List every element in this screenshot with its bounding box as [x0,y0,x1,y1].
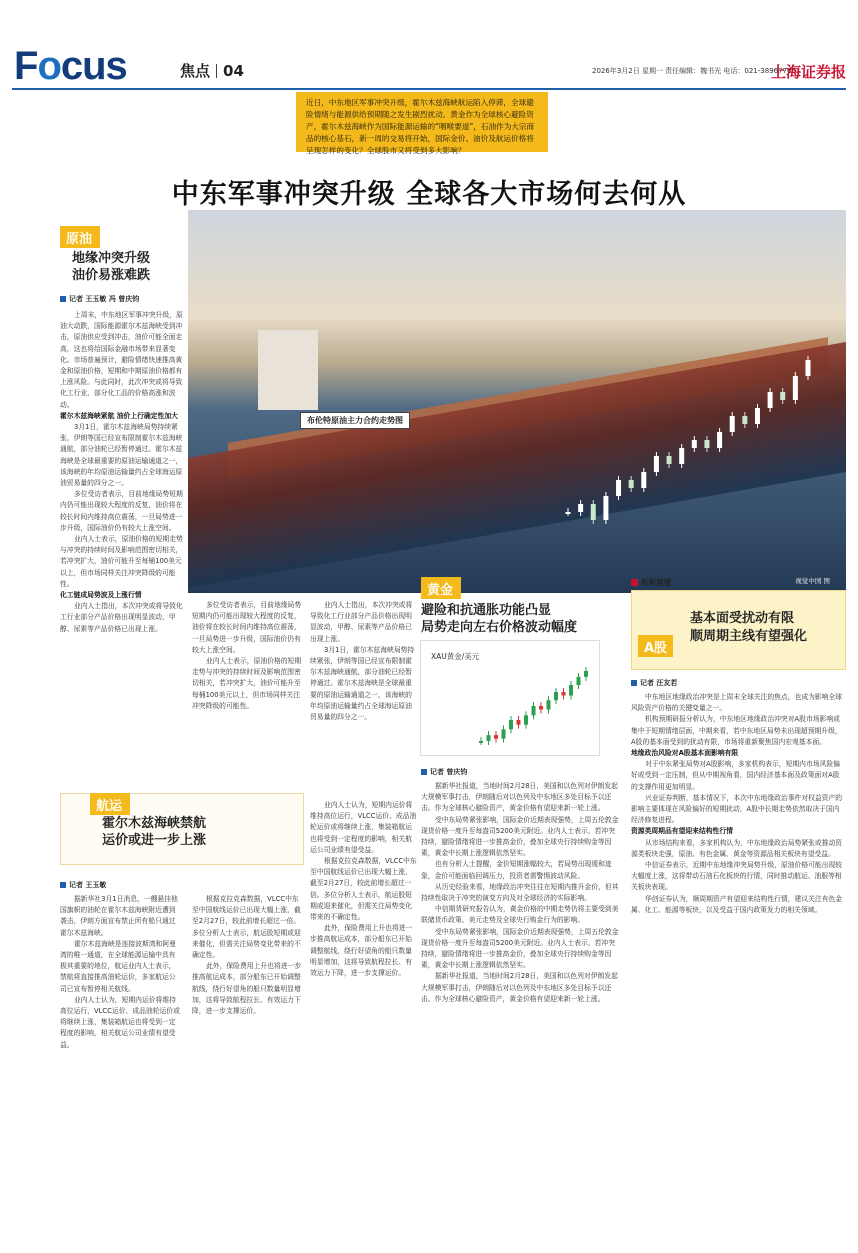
issue-line: 2026年3月2日 星期一 责任编辑：魏书光 电话：021-38967765 [592,67,796,75]
oil-body [60,310,186,780]
summary-box: 近日，中东地区军事冲突升级，霍尔木兹海峡航运陷入停滞，全球避险情绪与能源供给预期随之发生剧烈扰动。黄金作为全球核心避险资产，霍尔木兹海峡作为国际能源运输的“咽喉要道”，石油作为大宗商品的核心基石，新一周的交易将开始，国际金价、油价及航运价格将呈现怎样的变化？全球股市又将受到多大影响？ [296,92,548,152]
shipping-subhead: 霍尔木兹海峡禁航 运价或进一步上涨 [102,816,207,848]
focus-logo: Focus [14,44,127,88]
ashare-byline: 记者 汪友若 [631,678,677,688]
brent-candle [806,360,811,376]
gold-tag: 黄金 [421,577,461,599]
shipping-body-2 [192,894,304,1239]
hero-photo [188,210,846,593]
shipping-tag: 航运 [90,793,130,815]
gold-candle [539,706,543,710]
oil-body-cont [192,600,304,790]
brent-chart [188,210,846,593]
shipping-p3: 业内人士认为，短期内运价将维持高位运行，VLCC运价、成品油轮运价或将继续上涨，集装箱航运也将受到一定程度的影响，相关航运公司业绩有望受益。 [60,995,180,1049]
shipping-p3b: 业内人士认为，短期内运价将维持高位运行，VLCC运价、成品油轮运价或将继续上涨，集装箱航运也将受到一定程度的影响，相关航运公司业绩有望受益。 [310,801,417,854]
gold-candle [577,677,581,685]
gold-candle [487,735,491,741]
gold-candle [547,700,551,709]
oil-tag: 原油 [60,226,100,248]
gold-candle [569,685,573,696]
gold-candle [532,706,536,715]
gold-p4: 从历史经验来看，地缘政治冲突往往在短期内推升金价，但其持续性取决于冲突的演变方向及对全球经济的实际影响。 [421,882,619,903]
shipping-p1: 据新华社3月1日消息，一艘悬挂他国旗帜的油轮在霍尔木兹海峡附近遭到袭击，伊朗方面宣布禁止所有船只通过霍尔木兹海峡。 [60,895,178,937]
gold-candle [517,720,521,725]
gold-p3: 也有分析人士提醒，金价短期涨幅较大，若局势出现缓和迹象，金价可能面临回调压力，投资者需警惕波动风险。 [421,860,612,880]
brent-candle [704,440,709,448]
ashare-p6: 中信证券表示，近期中东地缘冲突局势升级，原油价格可能出现较大幅度上涨，这将带动石油石化板块的行情，同时推动航运、油服等相关板块表现。 [631,861,843,892]
brent-candle [730,416,735,432]
gold-candle [502,729,506,738]
shipping-p2: 霍尔木兹海峡是连接波斯湾和阿曼湾的唯一通道，在全球能源运输中具有极其重要的地位，航运业内人士表示，禁航将直接推高油轮运价，多家航运公司已宣布暂停相关航线。 [60,939,176,993]
gold-candle [509,720,513,729]
shipping-p5b: 此外，保险费用上升也将进一步推高航运成本，部分船东已开始调整航线，绕行好望角的船只数量明显增加，这将导致航程拉长、有效运力下降，进一步支撑运价。 [310,924,413,978]
ashare-subhead: 基本面受扰动有限 顺周期主线有望强化 [690,611,808,644]
gold-p1b: 据新华社报道，当地时间2月28日，美国和以色列对伊朗发起大规模军事打击，伊朗随后对以色列及中东地区多处目标予以还击。作为全球核心避险资产，黄金价格有望迎来新一轮上涨。 [421,972,618,1003]
gold-candle [584,671,588,677]
oil-p5: 业内人士指出，本次冲突或将导致化工行业部分产品价格出现明显波动，甲醇、尿素等产品价格已出现上涨。 [60,602,183,633]
gold-candle [479,741,483,743]
oil-body-cont2 [310,600,418,790]
brent-candle [603,496,608,520]
oil-p1: 上周末，中东地区军事冲突升级，原油大动跌，国际能源霍尔木兹海峡受到冲击，原油供应受到冲击，油价可能全面走高，这也将给国际金融市场带来显著变化。市场普遍预计，避险情绪快速推高黄金和原油价格，短期和中期原油价格都有上涨风险。与此同时，此次冲突或将导致化工行业、部分化工品的价格高涨和波动。 [60,311,183,409]
ashare-p7: 华创证券认为，顺周期资产有望迎来结构性行情，建议关注有色金属、化工、能源等板块，以及受益于国内政策发力的相关领域。 [631,894,843,914]
shipping-body [60,894,182,1239]
page-number: 04 [223,62,244,80]
ashare-p5: 从市场结构来看，多家机构认为，中东地缘政治局势紧张或推动资源类板块走强，原油、有色金属、黄金等资源品相关板块有望受益。 [631,838,843,858]
ashare-tag: A股 [638,635,673,657]
oil-p4-cont: 业内人士表示，原油价格的短期走势与冲突的持续时间及影响范围密切相关，若冲突扩大，油价可能升至每桶100美元以上，但市场同样关注冲突降级的可能性。 [192,657,302,710]
brent-candle [780,392,785,400]
brent-candle [616,480,621,496]
brent-candle [679,448,684,464]
oil-byline: 记者 王玉敏 冯 曾庆钧 [60,294,139,304]
gold-subhead: 避险和抗通胀功能凸显 局势走向左右价格波动幅度 [421,603,578,635]
gold-p2b: 受中东局势紧张影响，国际金价近期表现强势，上周五伦敦金现货价格一度升至每盎司5200美元附近。业内人士表示，若冲突持续，避险情绪将进一步推高金价，叠加全球央行持续购金等因素，黄金中长期上涨逻辑依然坚实。 [421,927,619,970]
shipping-p4: 根据克拉克森数据，VLCC中东至中国航线运价已出现大幅上涨，截至2月27日，较此前增长超过一倍。多位分析人士表示，航运股短期或迎来催化，但需关注局势变化带来的不确定性。 [192,895,301,960]
brent-candle [578,504,583,512]
brent-candle [755,408,760,424]
gold-p2: 受中东局势紧张影响，国际金价近期表现强势，上周五伦敦金现货价格一度升至每盎司5200美元附近。业内人士表示，若冲突持续，避险情绪将进一步推高金价，叠加全球央行持续购金等因素，黄金中长期上涨逻辑依然坚实。 [421,815,619,858]
shipping-byline: 记者 王玉敏 [60,880,106,890]
photo-credit: 视觉中国 图 [795,577,830,585]
gold-chart-label: XAU黄金/美元 [431,652,480,661]
brent-candle [768,392,773,408]
masthead-rule [12,88,846,90]
oil-h1: 霍尔木兹海峡紧航 油价上行确定性加大 [60,411,178,420]
brent-candle [667,456,672,464]
brent-candle [566,512,571,514]
oil-subhead: 地缘冲突升级 油价易涨难跌 [72,251,151,283]
oil-p4: 业内人士表示，原油价格的短期走势与冲突的持续时间及影响范围密切相关，若冲突扩大，油价可能升至每桶100美元以上，但市场同样关注冲突降级的可能性。 [60,535,183,588]
brent-candle [629,480,634,488]
gold-byline: 记者 曾庆钧 [421,767,467,777]
shipping-body-3 [310,800,418,1240]
chart-caption: 布伦特原油主力合约走势图 [300,412,410,429]
shipping-p5: 此外，保险费用上升也将进一步推高航运成本，部分船东已开始调整航线，绕行好望角的船只数量明显增加，这将导致航程拉长、有效运力下降，进一步支撑运价。 [192,962,302,1016]
ashare-h2: 资源类周期品有望迎来结构性行情 [631,827,733,836]
gold-candle [562,692,566,696]
paper-name: 上海证券报 [771,63,847,81]
brent-candle [793,376,798,400]
gold-p5: 中信期货研究报告认为，黄金价格的中期走势仍将主要受到美联储货币政策、美元走势及全球央行购金行为的影响。 [421,905,619,925]
ashare-p1: 中东地区地缘政治冲突是上周末全球关注的焦点，也成为影响全球风险资产价格的关键变量之一。 [631,693,843,713]
ashare-h1: 地缘政治风险对A股基本面影响有限 [631,749,739,758]
ashare-p3: 对于中东紧张局势对A股影响，多家机构表示，短期内市场风险偏好或受到一定压制，但从中期视角看，国内经济基本面及政策面对A股的支撑作用更加明显。 [631,760,840,791]
brent-candle [692,440,697,448]
oil-p5-cont: 业内人士指出，本次冲突或将导致化工行业部分产品价格出现明显波动，甲醇、尿素等产品价格已出现上涨。 [310,601,413,643]
section-label: 焦点 04 [180,62,244,80]
gold-body [421,781,621,1241]
oil-p3-cont: 多位受访者表示，目前地缘局势短期内仍可能出现较大程度的反复，油价将在较长时间内维持高位震荡，一旦局势进一步升级，国际油价仍有较大上涨空间。 [192,601,302,654]
brent-candle [654,456,659,472]
oil-p3: 多位受访者表示，目前地缘局势短期内仍可能出现较大程度的反复，油价将在较长时间内维持高位震荡，一旦局势进一步升级，国际油价仍有较大上涨空间。 [60,490,183,532]
page-headline: 中东军事冲突升级 全球各大市场何去何从 [171,179,687,210]
oil-p2-cont: 3月1日，霍尔木兹海峡局势持续紧张，伊朗等国已经宣布限制霍尔木兹海峡通航，部分油轮已经暂停通过。霍尔木兹海峡是全球最重要的原油运输通道之一，该海峡的年均原油运输量约占全球海运原油贸易量的四分之一。 [310,645,415,722]
oil-h2: 化工链成局势波及上涨行情 [60,591,142,600]
brent-candle [742,416,747,424]
oil-p2: 3月1日，霍尔木兹海峡局势持续紧张，伊朗等国已经宣布限制霍尔木兹海峡通航，部分油轮已经暂停通过。霍尔木兹海峡是全球最重要的原油运输通道之一，该海峡的年均原油运输量约占全球海运原油贸易量的四分之一。 [60,423,183,488]
shipping-p4b: 根据克拉克森数据，VLCC中东至中国航线运价已出现大幅上涨，截至2月27日，较此前增长超过一倍。多位分析人士表示，航运股短期或迎来催化，但需关注局势变化带来的不确定性。 [310,857,417,922]
gold-candle [494,735,498,739]
ashare-p4: 兴业证券判断，基本情况下，本次中东地缘政治事件对权益资产的影响主要体现在风险偏好的短期扰动，A股中长期走势依然取决于国内经济修复进程。 [631,793,843,825]
brent-candle [641,472,646,488]
gold-chart [420,640,600,756]
ashare-body [631,692,846,1240]
masthead [0,0,858,92]
gold-p1: 据新华社报道，当地时间2月28日，美国和以色列对伊朗发起大规模军事打击，伊朗随后对以色列及中东地区多处目标予以还击。作为全球核心避险资产，黄金价格有望迎来新一轮上涨。 [421,782,618,813]
brent-candle [717,432,722,448]
brent-candle [591,504,596,520]
ashare-section-tag: 机构展望 [631,577,671,588]
ashare-p2: 机构预期研报分析认为，中东地区地缘政治冲突对A股市场影响或集中于短期情绪层面，中期来看，若中东地区局势未出现超预期升级，A股的基本面受到的扰动有限，市场将重新聚焦国内宏观基本面。 [631,715,842,746]
gold-candle [554,692,558,700]
gold-candle [524,715,528,724]
